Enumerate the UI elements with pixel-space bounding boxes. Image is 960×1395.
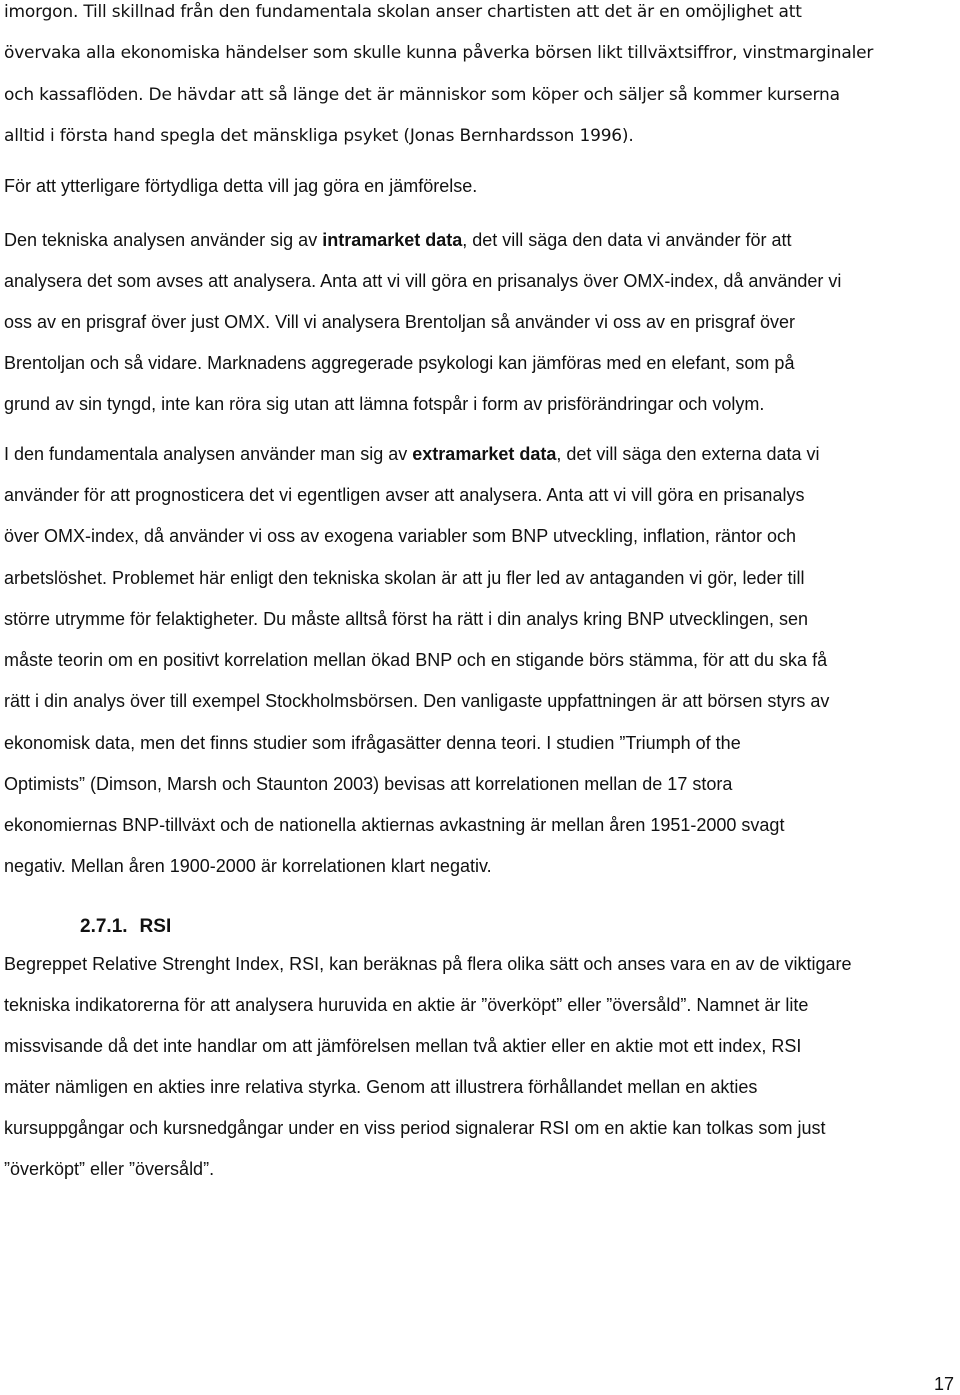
section-heading xyxy=(80,915,171,939)
rsi-line-6: ”överköpt” eller ”översåld”. xyxy=(4,1159,215,1179)
fundamental-line-1 xyxy=(4,442,820,466)
section-title: RSI xyxy=(139,916,172,937)
intro-line-2: övervaka alla ekonomiska händelser som skulle kunna påverka börsen likt tillväxtsiffror, vinstmarginaler xyxy=(4,43,874,63)
fundamental-line-2: använder för att prognosticera det vi egentligen avser att analysera. Anta att vi vill göra en prisanalys xyxy=(4,485,805,505)
section-number: 2.7.1. xyxy=(80,916,128,937)
technical-line-1-end: , det vill säga den data vi använder för att xyxy=(462,230,792,250)
rsi-line-2: tekniska indikatorerna för att analysera huruvida en aktie är ”överköpt” eller ”översåld”. Namnet är lite xyxy=(4,995,809,1015)
rsi-line-5: kursuppgångar och kursnedgångar under en viss period signalerar RSI om en aktie kan tolkas som just xyxy=(4,1118,826,1138)
technical-line-5: grund av sin tyngd, inte kan röra sig utan att lämna fotspår i form av prisförändringar och volym. xyxy=(4,394,765,414)
fundamental-line-4: arbetslöshet. Problemet här enligt den tekniska skolan är att ju fler led av antaganden vi gör, leder till xyxy=(4,568,805,588)
compare-line-1: För att ytterligare förtydliga detta vill jag göra en jämförelse. xyxy=(4,176,478,196)
extramarket-data-term: extramarket data xyxy=(412,444,557,464)
fundamental-line-5: större utrymme för felaktigheter. Du måste alltså först ha rätt i din analys kring BNP utvecklingen, sen xyxy=(4,609,809,629)
intramarket-data-term: intramarket data xyxy=(322,230,463,250)
fundamental-line-10: ekonomiernas BNP-tillväxt och de nationella aktiernas avkastning är mellan åren 1951-2000 svagt xyxy=(4,815,785,835)
technical-line-2: analysera det som avses att analysera. Anta att vi vill göra en prisanalys över OMX-index, då använder vi xyxy=(4,271,842,291)
fundamental-line-3: över OMX-index, då använder vi oss av exogena variabler som BNP utveckling, inflation, räntor och xyxy=(4,526,797,546)
technical-line-3: oss av en prisgraf över just OMX. Vill vi analysera Brentoljan så använder vi oss av en prisgraf över xyxy=(4,312,796,332)
fundamental-line-1-start: I den fundamentala analysen använder man sig av xyxy=(4,444,413,464)
technical-line-4: Brentoljan och så vidare. Marknadens aggregerade psykologi kan jämföras med en elefant, som på xyxy=(4,353,795,373)
rsi-line-3: missvisande då det inte handlar om att jämförelsen mellan två aktier eller en aktie mot ett index, RSI xyxy=(4,1036,802,1056)
fundamental-line-9: Optimists” (Dimson, Marsh och Staunton 2003) bevisas att korrelationen mellan de 17 stora xyxy=(4,774,733,794)
intro-line-3: och kassaflöden. De hävdar att så länge det är människor som köper och säljer så kommer kurserna xyxy=(4,85,840,105)
technical-line-1-start: Den tekniska analysen använder sig av xyxy=(4,230,323,250)
fundamental-line-1-end: , det vill säga den externa data vi xyxy=(556,444,820,464)
intro-line-1: imorgon. Till skillnad från den fundamentala skolan anser chartisten att det är en omöjlighet att xyxy=(4,2,802,22)
page-number: 17 xyxy=(933,1374,954,1394)
fundamental-line-11: negativ. Mellan åren 1900-2000 är korrelationen klart negativ. xyxy=(4,856,492,876)
rsi-line-4: mäter nämligen en akties inre relativa styrka. Genom att illustrera förhållandet mellan en akties xyxy=(4,1077,758,1097)
technical-line-1 xyxy=(4,228,791,252)
fundamental-line-6: måste teorin om en positivt korrelation mellan ökad BNP och en stigande börs stämma, för att du ska få xyxy=(4,650,828,670)
rsi-line-1: Begreppet Relative Strenght Index, RSI, kan beräknas på flera olika sätt och anses vara en av de viktigare xyxy=(4,954,852,974)
intro-line-4: alltid i första hand spegla det mänskliga psyket (Jonas Bernhardsson 1996). xyxy=(4,126,634,146)
fundamental-line-7: rätt i din analys över till exempel Stockholmsbörsen. Den vanligaste uppfattningen är att börsen styrs av xyxy=(4,691,830,711)
fundamental-line-8: ekonomisk data, men det finns studier som ifrågasätter denna teori. I studien ”Triumph of the xyxy=(4,733,741,753)
